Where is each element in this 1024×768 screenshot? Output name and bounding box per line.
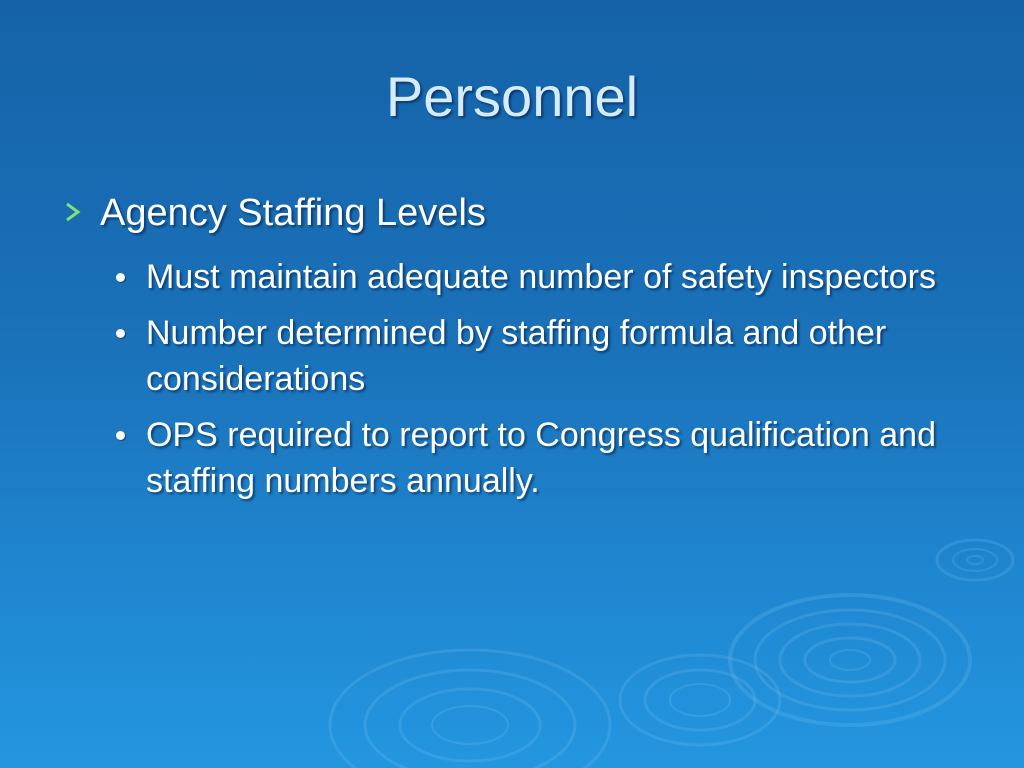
bullet-dot-icon: [112, 310, 146, 356]
sub-bullet-list: [112, 254, 942, 514]
sub-bullet-text: Must maintain adequate number of safety inspectors: [146, 258, 936, 296]
bullet-dot-icon: [112, 412, 146, 458]
slide-title: Personnel: [385, 65, 639, 128]
list-item: [112, 254, 942, 300]
main-bullet: [62, 190, 962, 236]
list-item: [112, 310, 942, 402]
arrow-right-icon: [62, 190, 92, 234]
bullet-dot-icon: [112, 254, 146, 300]
main-bullet-text: Agency Staffing Levels: [100, 192, 486, 234]
sub-bullet-text: Number determined by staffing formula and other considerations: [146, 314, 887, 398]
list-item: [112, 412, 942, 504]
sub-bullet-text: OPS required to report to Congress qualification and staffing numbers annually.: [146, 416, 937, 500]
